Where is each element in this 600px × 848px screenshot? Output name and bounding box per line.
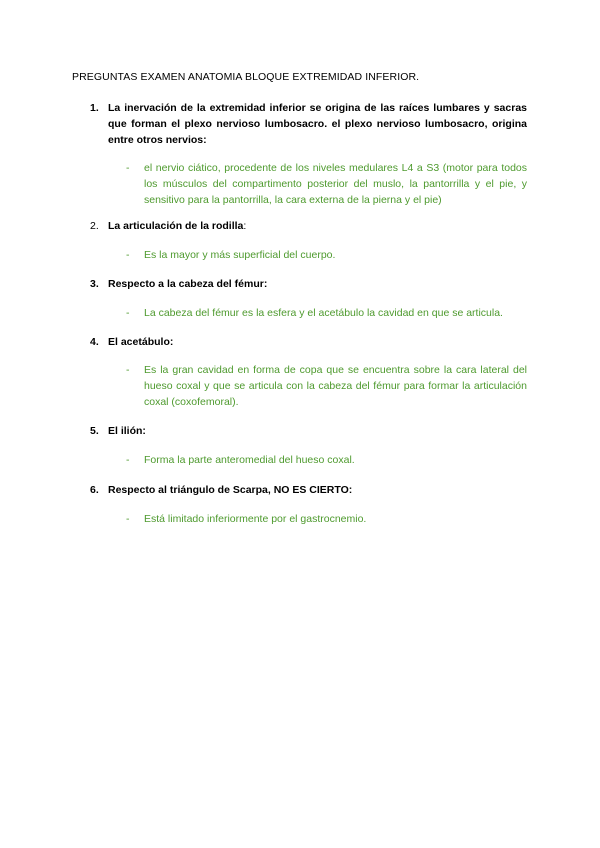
answer-3 [126,305,527,321]
question-text: El acetábulo: [108,336,174,348]
answer-text: La cabeza del fémur es la esfera y el acetábulo la cavidad en que se articula. [144,307,503,319]
question-number: 5. [90,425,99,437]
answer-text: Es la mayor y más superficial del cuerpo. [144,249,336,261]
question-text: La inervación de la extremidad inferior se origina de las raíces lumbares y sacras que forman el plexo nervioso lumbosacro. el plexo nervioso lumbosacro, origina entre otros nervios: [108,102,527,146]
document-title: PREGUNTAS EXAMEN ANATOMIA BLOQUE EXTREMIDAD INFERIOR. [72,71,420,83]
answer-text: Forma la parte anteromedial del hueso coxal. [144,454,355,466]
answer-6 [126,511,527,527]
answer-dash: - [126,162,130,174]
question-number: 6. [90,484,99,496]
question-number: 1. [90,102,99,114]
question-number: 3. [90,278,99,290]
question-number: 2. [90,220,99,232]
answer-dash: - [126,513,130,525]
question-suffix: : [243,220,247,232]
answer-text: Está limitado inferiormente por el gastrocnemio. [144,513,367,525]
answer-dash: - [126,454,130,466]
question-2 [90,218,527,234]
answer-4 [126,362,527,410]
answer-dash: - [126,307,130,319]
answer-1 [126,160,527,208]
question-4 [90,334,527,350]
answer-text: Es la gran cavidad en forma de copa que se encuentra sobre la cara lateral del hueso coxal y que se articula con la cabeza del fémur para formar la articulación coxal (coxofemoral). [144,364,527,408]
question-text-wrap [108,218,527,234]
question-text: La articulación de la rodilla [108,220,244,232]
answer-2 [126,247,527,263]
answer-dash: - [126,249,130,261]
answer-dash: - [126,364,130,376]
question-5 [90,423,527,439]
question-1 [90,100,527,148]
question-text: Respecto al triángulo de Scarpa, NO ES CIERTO: [108,484,353,496]
question-text: El ilión: [108,425,146,437]
answer-text: el nervio ciático, procedente de los niveles medulares L4 a S3 (motor para todos los músculos del compartimento posterior del muslo, la pantorrilla y el pie, y sensitivo para la pantorrilla, la cara externa de la pierna y el pie) [144,162,527,206]
question-6 [90,482,527,498]
question-3 [90,276,527,292]
question-number: 4. [90,336,99,348]
answer-5 [126,452,527,468]
question-text: Respecto a la cabeza del fémur: [108,278,268,290]
